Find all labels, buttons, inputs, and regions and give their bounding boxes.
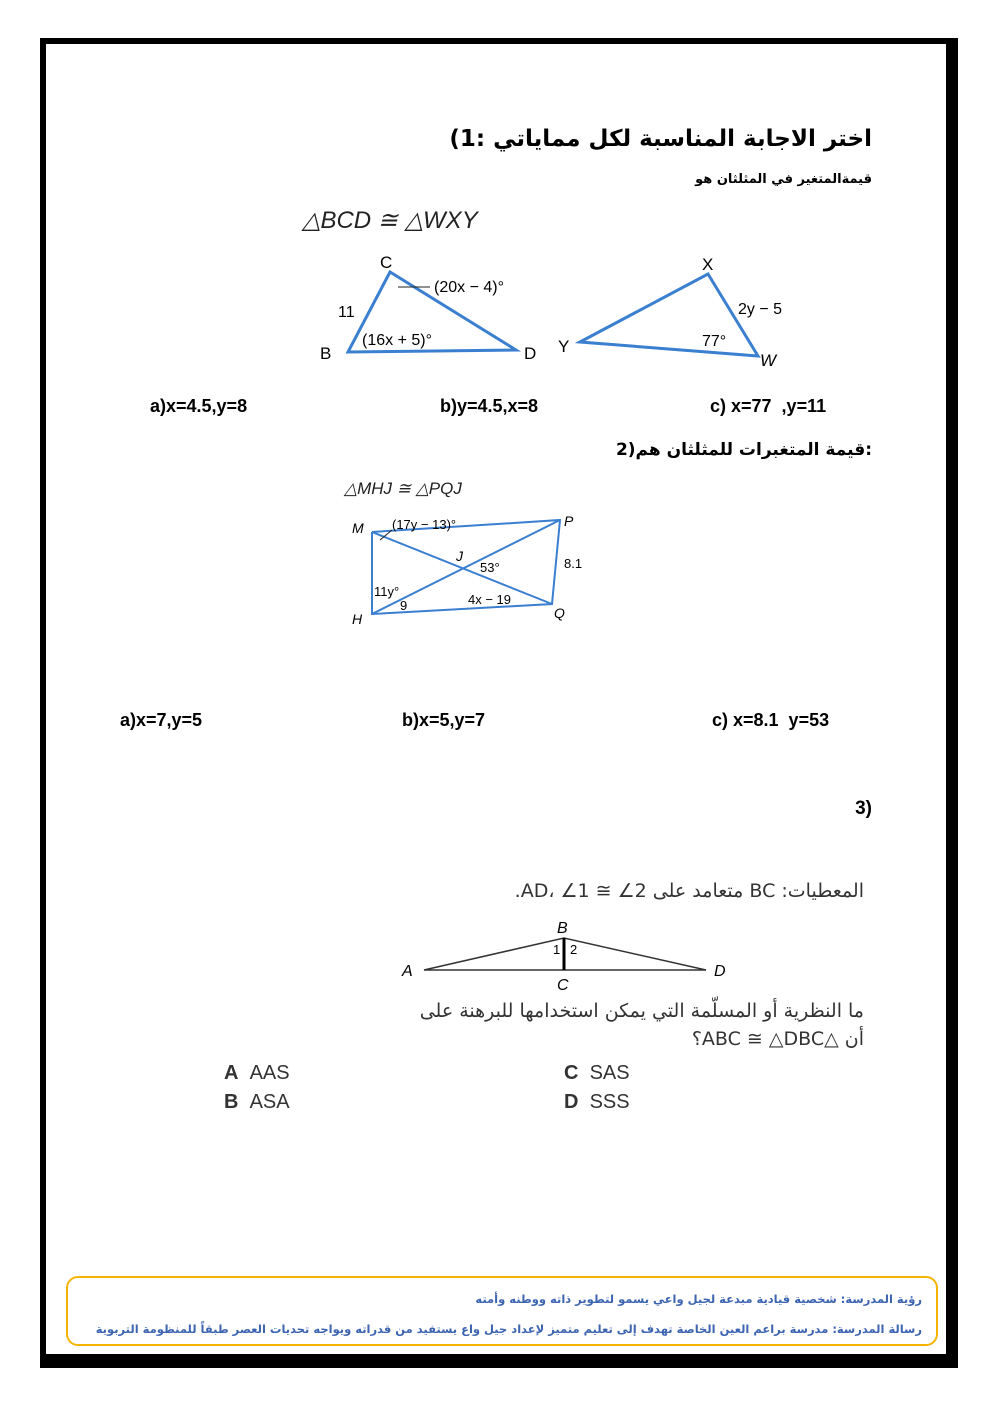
q2-option-b[interactable]: b)x=5,y=7 <box>402 710 486 730</box>
vertex-y: Y <box>558 337 570 356</box>
q3-question-line1: ما النظرية أو المسلّمة التي يمكن استخدامها للبرهنة على <box>419 1000 864 1022</box>
vertex-q: Q <box>554 605 565 621</box>
vertex-p: P <box>564 513 574 529</box>
q3-figure <box>390 916 750 992</box>
q1-option-c[interactable]: c) x=77 ,y=11 <box>710 396 827 416</box>
q1-option-b[interactable]: b)y=4.5,x=8 <box>440 396 539 416</box>
vertex-c: C <box>380 253 393 272</box>
q3-givens: المعطيات: BC متعامد على AD، ∠1 ≅ ∠2. <box>514 880 864 902</box>
choice-c-letter: C <box>564 1062 579 1084</box>
angle-h-label: 11y° <box>374 584 400 599</box>
school-mission: رسالة المدرسة: مدرسة براعم العين الخاصة تهدف إلى تعليم متميز لإعداد جيل واع يستفيد من قدراته ويواجه تحديات العصر طبقاً للمنظومة التربوية <box>95 1322 922 1336</box>
angle-w-label: 77° <box>702 333 727 350</box>
angle-c-label: (20x − 4)° <box>434 279 504 296</box>
vertex-b3: B <box>557 920 568 937</box>
q3-choice-b[interactable] <box>224 1091 290 1114</box>
q3-choice-a[interactable] <box>224 1062 290 1085</box>
triangle-wxy <box>580 274 758 356</box>
vertex-h: H <box>352 611 363 627</box>
choice-d-letter: D <box>564 1091 579 1113</box>
choice-c-text: SAS <box>589 1062 630 1084</box>
choice-a-letter: A <box>224 1062 239 1084</box>
side-jq-label: 4x − 19 <box>468 592 512 607</box>
q1-congruence: △BCD ≅ △WXY <box>302 207 478 234</box>
vertex-w: W <box>760 351 777 370</box>
q2-option-a[interactable]: a)x=7,y=5 <box>120 710 203 730</box>
q2-option-c[interactable]: c) x=8.1 y=53 <box>712 710 830 730</box>
worksheet-title: اختر الاجابة المناسبة لكل مماياتي :1) <box>449 126 872 152</box>
q1-prompt: قيمةالمتغير في المثلثان هو <box>695 172 872 187</box>
angle-1-label: 1 <box>553 942 561 957</box>
q3-number: 3) <box>855 798 872 819</box>
vertex-b: B <box>320 344 332 363</box>
side-bc-label: 11 <box>338 304 355 321</box>
school-footer <box>66 1276 938 1346</box>
vertex-d3: D <box>714 963 726 980</box>
side-hj-label: 9 <box>400 598 408 613</box>
vertex-c3: C <box>557 977 569 992</box>
q3-choice-d[interactable] <box>564 1091 630 1114</box>
angle-j-label: 53° <box>480 560 500 575</box>
vertex-d: D <box>524 344 537 363</box>
vertex-m: M <box>352 520 364 536</box>
side-xw-label: 2y − 5 <box>738 301 783 318</box>
vertex-j: J <box>456 548 463 564</box>
q2-figure <box>320 474 600 634</box>
side-pq-label: 8.1 <box>564 556 583 571</box>
choice-b-letter: B <box>224 1091 239 1113</box>
vertex-a3: A <box>402 963 413 980</box>
vertex-x: X <box>702 255 714 274</box>
q1-option-a[interactable]: a)x=4.5,y=8 <box>150 396 248 416</box>
choice-b-text: ASA <box>249 1091 290 1113</box>
angle-m-label: (17y − 13)° <box>392 517 457 532</box>
q2-congruence: △MHJ ≅ △PQJ <box>344 479 462 498</box>
school-vision: رؤية المدرسة: شخصية قيادية مبدعة لجيل واعي يسمو لتطوير ذاته ووطنه وأمته <box>475 1292 922 1306</box>
angle-2-label: 2 <box>570 942 578 957</box>
q1-figure <box>280 200 840 375</box>
q3-choice-c[interactable] <box>564 1062 630 1085</box>
angle-b-label: (16x + 5)° <box>362 332 432 349</box>
choice-d-text: SSS <box>589 1091 630 1113</box>
choice-a-text: AAS <box>249 1062 290 1084</box>
q3-question-line2: أن △ABC ≅ △DBC؟ <box>691 1028 864 1050</box>
q2-prompt: :قيمة المتغبرات للمثلثان هم(2 <box>615 440 872 460</box>
